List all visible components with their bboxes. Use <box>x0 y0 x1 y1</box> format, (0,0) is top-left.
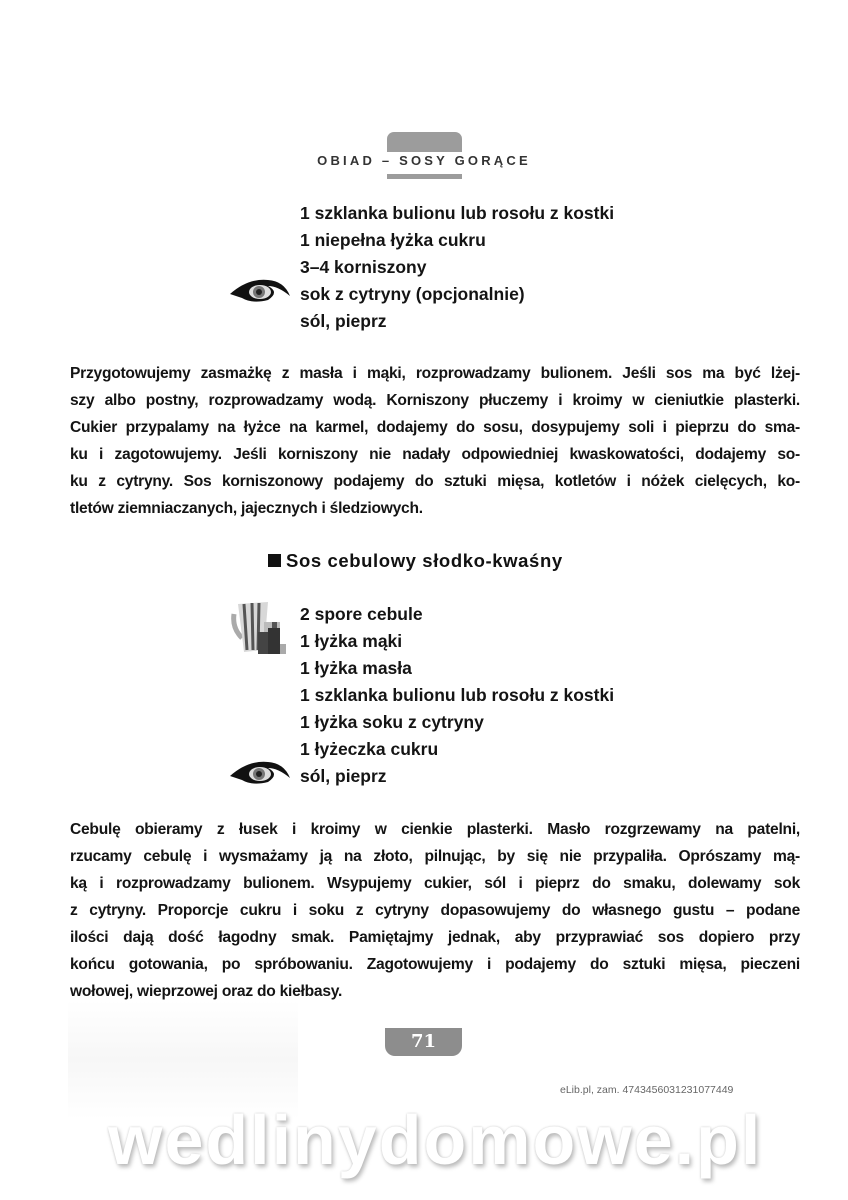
recipe2-instructions <box>70 816 800 1005</box>
ingredient: 1 łyżeczka cukru <box>300 739 439 759</box>
section-title: OBIAD – SOSY GORĄCE <box>317 153 531 168</box>
page-number: 71 <box>385 1028 462 1056</box>
ingredient: sól, pieprz <box>300 311 387 331</box>
ingredient: 1 szklanka bulionu lub rosołu z kostki <box>300 685 615 705</box>
ingredient: 1 szklanka bulionu lub rosołu z kostki <box>300 203 615 223</box>
text-line: tletów ziemniaczanych, jajecznych i śledziowych. <box>70 500 423 517</box>
recipe-title <box>268 550 563 572</box>
order-info: eLib.pl, zam. 4743456031231077449 <box>560 1084 734 1096</box>
header-tab <box>387 132 462 152</box>
text-line: rzucamy cebulę i wysmażamy ją na złoto, pilnując, by się nie przypaliła. Oprószamy mą- <box>70 848 800 865</box>
ingredient-list-2 <box>300 601 614 790</box>
text-line: wołowej, wieprzowej oraz do kiełbasy. <box>70 983 343 1000</box>
ingredient: 1 łyżka soku z cytryny <box>300 712 484 732</box>
eye-icon <box>228 758 292 786</box>
text-line: ką i rozprowadzamy bulionem. Wsypujemy cukier, sól i pieprz do smaku, dolewamy sok <box>70 875 800 892</box>
ingredient: 1 łyżka masła <box>300 658 412 678</box>
text-line: z cytryny. Proporcje cukru i soku z cytryny dopasowujemy do własnego gustu – podane <box>70 902 800 919</box>
watermark: wedlinydomowe.pl <box>108 1101 763 1179</box>
text-line: Cukier przypalamy na łyżce na karmel, dodajemy do sosu, dosypujemy soli i pieprzu do sma- <box>70 419 800 436</box>
ingredient: 1 niepełna łyżka cukru <box>300 230 486 250</box>
ingredient: 1 łyżka mąki <box>300 631 403 651</box>
text-line: Cebulę obieramy z łusek i kroimy w cienkie plasterki. Masło rozgrzewamy na patelni, <box>70 821 800 838</box>
ingredient: sól, pieprz <box>300 766 387 786</box>
ingredient: sok z cytryny (opcjonalnie) <box>300 284 525 304</box>
square-bullet-icon <box>268 554 281 567</box>
recipe1-instructions <box>70 360 800 522</box>
text-line: ku z cytryny. Sos korniszonowy podajemy do sztuki mięsa, kotletów i nóżek cielęcych, ko- <box>70 473 800 490</box>
ingredient: 2 spore cebule <box>300 604 423 624</box>
text-line: szy albo postny, rozprowadzamy wodą. Korniszony płuczemy i kroimy w cieniutkie plasterki. <box>70 392 800 409</box>
eye-icon <box>228 276 292 304</box>
text-line: ku i zagotowujemy. Jeśli korniszony nie nadały odpowiedniej kwaskowatości, dodajemy so- <box>70 446 800 463</box>
recipe-title-text: Sos cebulowy słodko-kwaśny <box>286 550 563 571</box>
ingredient: 3–4 korniszony <box>300 257 427 277</box>
text-line: ilości dają dość łagodny smak. Pamiętajmy jednak, aby przyprawiać sos dopiero przy <box>70 929 800 946</box>
header-underline <box>387 174 462 179</box>
text-line: końcu gotowania, po spróbowaniu. Zagotowujemy i podajemy do sztuki mięsa, pieczeni <box>70 956 800 973</box>
ingredient-list-1 <box>300 200 614 335</box>
text-line: Przygotowujemy zasmażkę z masła i mąki, rozprowadzamy bulionem. Jeśli sos ma być lżej- <box>70 365 800 382</box>
jug-and-jars-icon <box>228 600 290 658</box>
